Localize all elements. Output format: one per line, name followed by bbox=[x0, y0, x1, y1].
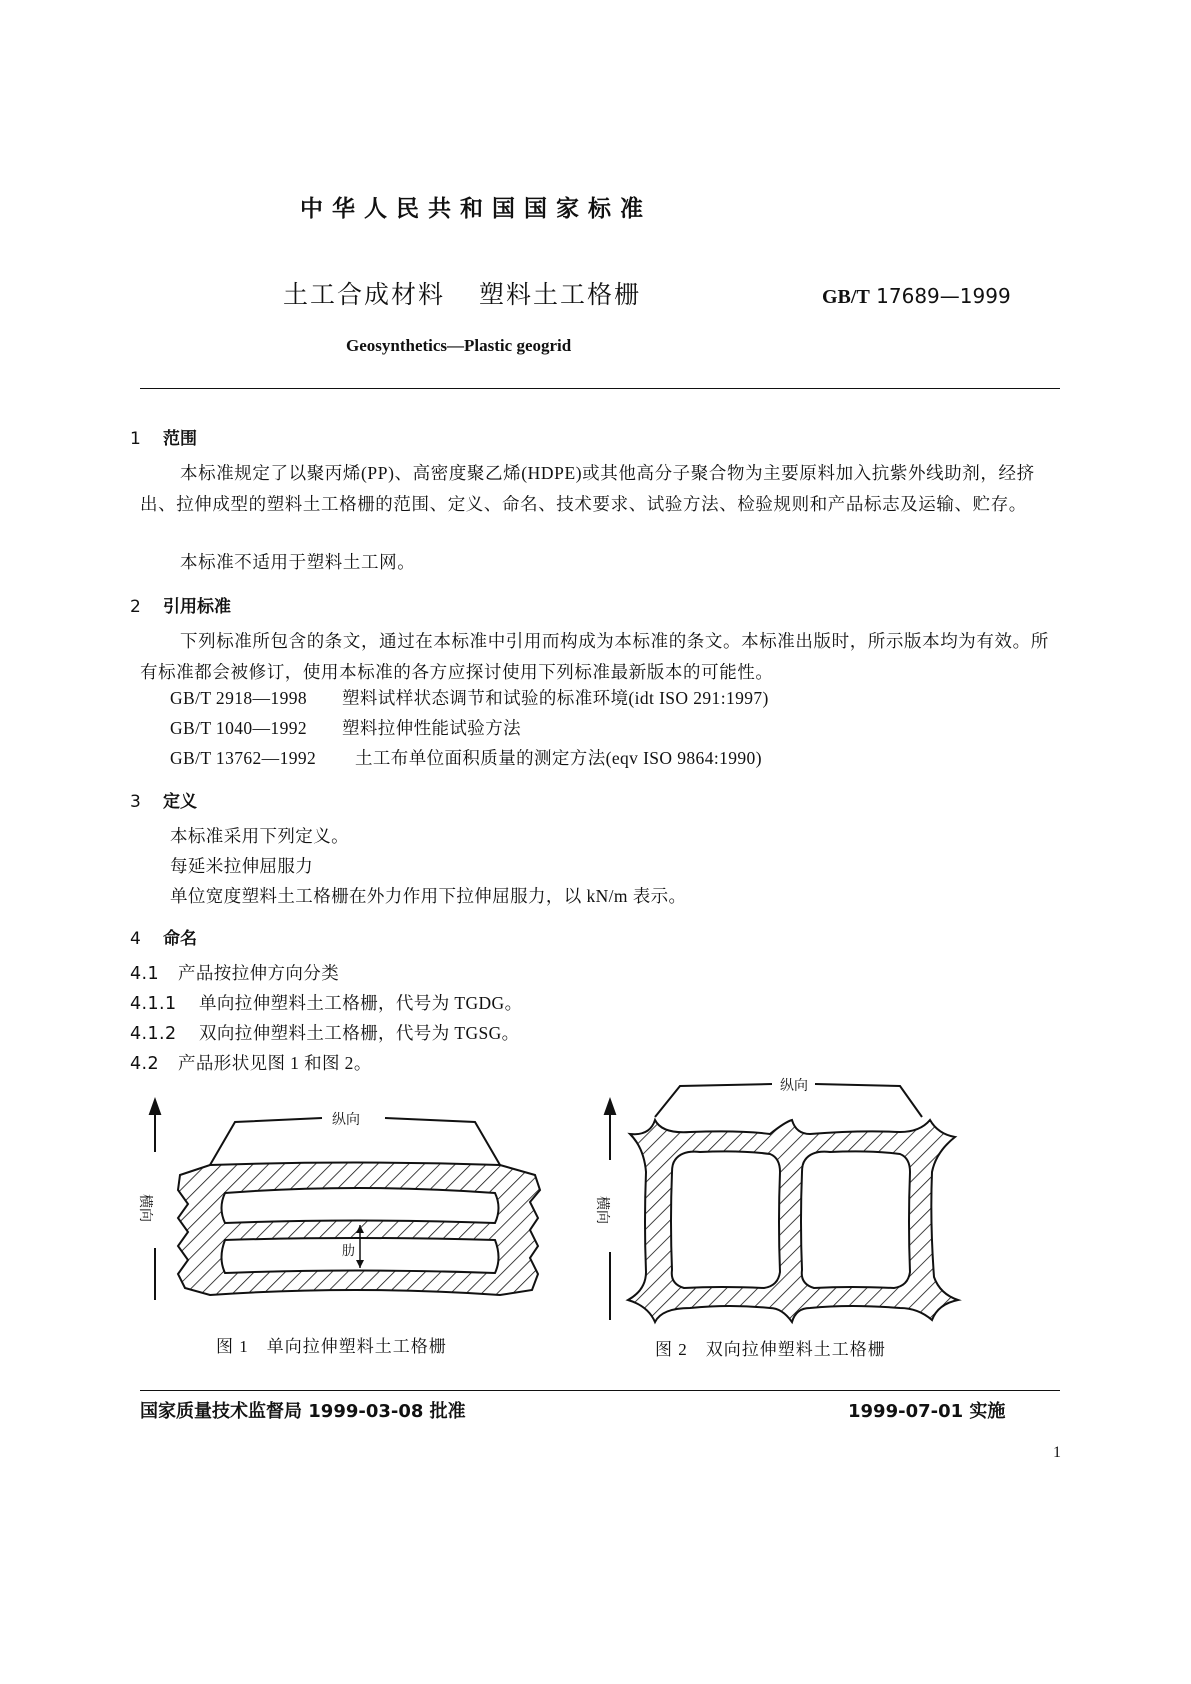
clause-number: 4.1.1 bbox=[130, 994, 177, 1014]
clause-item bbox=[130, 990, 522, 1015]
section-3-heading bbox=[130, 787, 197, 812]
reference-code: GB/T 2918—1998 bbox=[170, 688, 308, 708]
reference-code: GB/T 13762—1992 bbox=[170, 748, 317, 768]
section-3-line-1: 本标准采用下列定义。 bbox=[170, 826, 349, 846]
title-part-1: 土工合成材料 bbox=[283, 280, 446, 309]
section-title: 定义 bbox=[163, 792, 197, 812]
section-1-heading bbox=[130, 424, 197, 449]
section-number: 1 bbox=[130, 429, 141, 449]
clause-text: 产品按拉伸方向分类 bbox=[178, 963, 340, 983]
clause-item bbox=[130, 1050, 372, 1075]
page-number: 1 bbox=[1053, 1444, 1061, 1461]
clause-text: 双向拉伸塑料土工格栅，代号为 TGSG。 bbox=[199, 1023, 520, 1043]
header-divider bbox=[140, 388, 1060, 389]
section-3-definition: 单位宽度塑料土工格栅在外力作用下拉伸屈服力，以 kN/m 表示。 bbox=[170, 886, 687, 906]
reference-title: 塑料拉伸性能试验方法 bbox=[342, 718, 521, 738]
document-title-en: Geosynthetics—Plastic geogrid bbox=[346, 336, 572, 355]
section-number: 4 bbox=[130, 929, 141, 949]
section-1-paragraph-1: 本标准规定了以聚丙烯(PP)、高密度聚乙烯(HDPE)或其他高分子聚合物为主要原料加入抗紫外线助剂，经挤出、拉伸成型的塑料土工格栅的范围、定义、命名、技术要求、试验方法、检验规则和产品标志及运输、贮存。 bbox=[140, 463, 1035, 514]
clause-item bbox=[130, 1020, 520, 1045]
reference-title: 土工布单位面积质量的测定方法(eqv ISO 9864:1990) bbox=[355, 748, 762, 768]
standard-code-number: 17689—1999 bbox=[876, 284, 1011, 308]
clause-number: 4.1.2 bbox=[130, 1024, 177, 1044]
rib-label: 肋 bbox=[342, 1244, 356, 1259]
aperture bbox=[222, 1188, 499, 1223]
section-title: 引用标准 bbox=[163, 597, 231, 617]
transverse-label: 横向 bbox=[137, 1194, 153, 1222]
approval-date: 国家质量技术监督局 1999-03-08 批准 bbox=[140, 1401, 466, 1422]
figure-2-caption: 图 2 双向拉伸塑料土工格栅 bbox=[655, 1340, 886, 1359]
section-4-heading bbox=[130, 924, 197, 949]
figure-1-uniaxial-geogrid-drawing bbox=[137, 1090, 580, 1330]
reference-title: 塑料试样状态调节和试验的标准环境(idt ISO 291:1997) bbox=[342, 688, 769, 708]
clause-item bbox=[130, 960, 339, 985]
clause-text: 产品形状见图 1 和图 2。 bbox=[178, 1053, 372, 1073]
section-number: 3 bbox=[130, 792, 141, 812]
reference-item bbox=[170, 715, 521, 740]
clause-number: 4.1 bbox=[130, 964, 160, 984]
standard-code bbox=[822, 284, 1011, 309]
section-2-paragraph-1: 下列标准所包含的条文，通过在本标准中引用而构成为本标准的条文。本标准出版时，所示版本均为有效。所有标准都会被修订，使用本标准的各方应探讨使用下列标准最新版本的可能性。 bbox=[140, 631, 1049, 682]
longitudinal-label: 纵向 bbox=[332, 1112, 360, 1128]
implementation-date: 1999-07-01 实施 bbox=[848, 1401, 1006, 1422]
aperture bbox=[671, 1151, 780, 1288]
figure-1-caption: 图 1 单向拉伸塑料土工格栅 bbox=[216, 1337, 447, 1356]
standard-code-prefix: GB/T bbox=[822, 286, 870, 308]
issuing-body-heading: 中华人民共和国国家标准 bbox=[300, 196, 652, 222]
document-title-cn bbox=[283, 275, 641, 311]
section-1-paragraph-2: 本标准不适用于塑料土工网。 bbox=[180, 552, 416, 572]
clause-number: 4.2 bbox=[130, 1054, 160, 1074]
title-part-2: 塑料土工格栅 bbox=[479, 280, 642, 309]
clause-text: 单向拉伸塑料土工格栅，代号为 TGDG。 bbox=[199, 993, 523, 1013]
section-3-term: 每延米拉伸屈服力 bbox=[170, 856, 314, 876]
aperture bbox=[801, 1151, 910, 1288]
reference-code: GB/T 1040—1992 bbox=[170, 718, 308, 738]
footer-divider bbox=[140, 1390, 1060, 1391]
section-number: 2 bbox=[130, 597, 141, 617]
reference-item bbox=[170, 685, 769, 710]
reference-item bbox=[170, 745, 762, 770]
figure-2-biaxial-geogrid-drawing bbox=[594, 1072, 980, 1342]
section-2-heading bbox=[130, 592, 231, 617]
section-title: 范围 bbox=[163, 429, 197, 449]
section-title: 命名 bbox=[163, 929, 197, 949]
transverse-label: 横向 bbox=[594, 1196, 610, 1224]
longitudinal-label: 纵向 bbox=[780, 1078, 808, 1094]
